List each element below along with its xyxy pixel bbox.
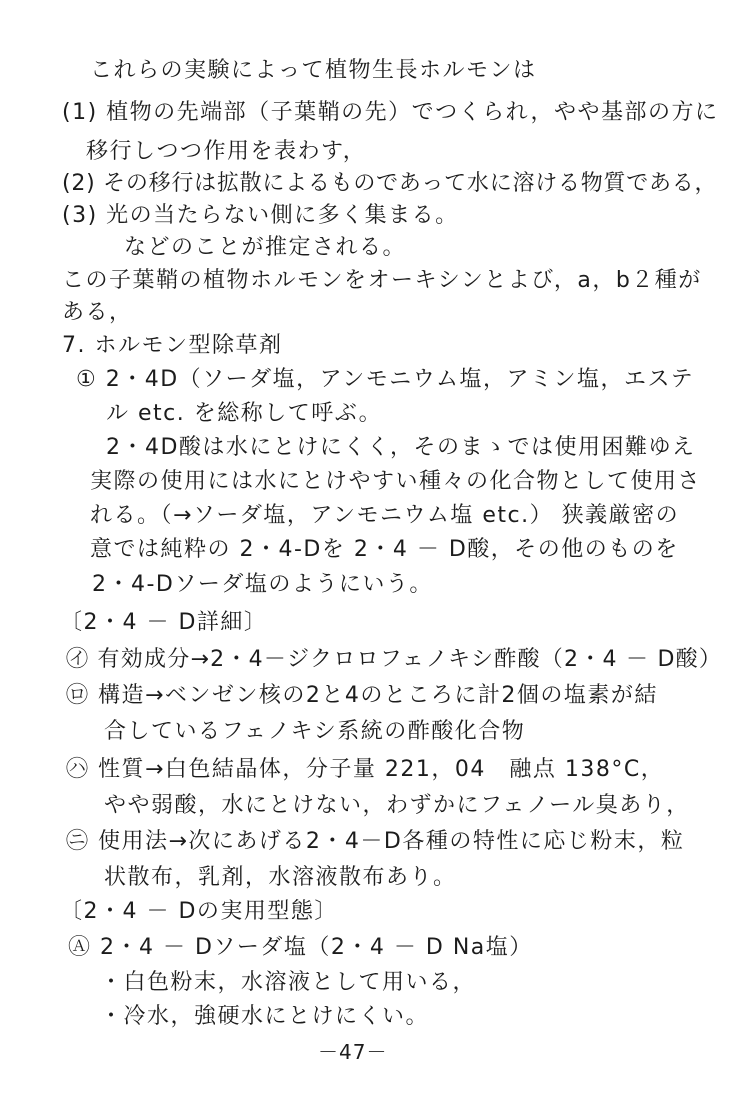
- text-line-2: (1) 植物の先端部（子葉鞘の先）でつくられ，やや基部の方に: [62, 100, 719, 125]
- page-number: －47－: [318, 1040, 388, 1064]
- text-line-16: 2・4-Dソーダ塩のようにいう。: [92, 572, 433, 597]
- text-line-12: 2・4D酸は水にとけにくく，そのまゝでは使用困難ゆえ: [106, 435, 696, 460]
- text-line-1: これらの実験によって植物生長ホルモンは: [90, 58, 537, 83]
- section-heading-7: 7. ホルモン型除草剤: [62, 333, 283, 358]
- text-line-10: ① 2・4D（ソーダ塩，アンモニウム塩，アミン塩，エステ: [76, 367, 695, 392]
- text-line-7: この子葉鞘の植物ホルモンをオーキシンとよび，a，b２種が: [62, 268, 702, 293]
- text-line-28: ・冷水，強硬水にとけにくい。: [100, 1004, 430, 1029]
- text-line-15: 意では純粋の 2・4-Dを 2・4 － D酸，その他のものを: [90, 537, 679, 562]
- subsection-heading-practical: 〔2・4 － Dの実用型態〕: [60, 899, 338, 924]
- text-line-20: 合しているフェノキシ系統の酢酸化合物: [104, 719, 526, 744]
- text-line-18: ㋑ 有効成分→2・4－ジクロロフェノキシ酢酸（2・4 － D酸）: [66, 647, 723, 672]
- text-line-21: ㋩ 性質→白色結晶体，分子量 221，04 融点 138°C，: [66, 757, 665, 782]
- text-line-6: などのことが推定される。: [124, 235, 407, 260]
- subsection-heading-detail: 〔2・4 － D詳細〕: [60, 610, 268, 635]
- text-line-22: やや弱酸，水にとけない，わずかにフェノール臭あり，: [104, 793, 690, 818]
- text-line-14: れる。（→ソーダ塩，アンモニウム塩 etc.） 狭義厳密の: [90, 503, 680, 528]
- text-line-13: 実際の使用には水にとけやすい種々の化合物として使用さ: [90, 469, 702, 494]
- text-line-26: Ⓐ 2・4 － Dソーダ塩（2・4 － D Na塩）: [68, 935, 533, 960]
- text-line-5: (3) 光の当たらない側に多く集まる。: [62, 203, 459, 228]
- text-line-4: (2) その移行は拡散によるものであって水に溶ける物質である，: [62, 171, 718, 196]
- text-line-27: ・白色粉末，水溶液として用いる，: [100, 970, 477, 995]
- text-line-19: ㋺ 構造→ベンゼン核の2と4のところに計2個の塩素が結: [66, 683, 658, 708]
- text-line-8: ある，: [62, 300, 133, 325]
- text-line-24: 状散布，乳剤，水溶液散布あり。: [104, 865, 457, 890]
- text-line-3: 移行しつつ作用を表わす，: [86, 139, 367, 164]
- text-line-11: ル etc. を総称して呼ぶ。: [106, 401, 383, 426]
- text-line-23: ㋥ 使用法→次にあげる2・4－D各種の特性に応じ粉末，粒: [66, 829, 685, 854]
